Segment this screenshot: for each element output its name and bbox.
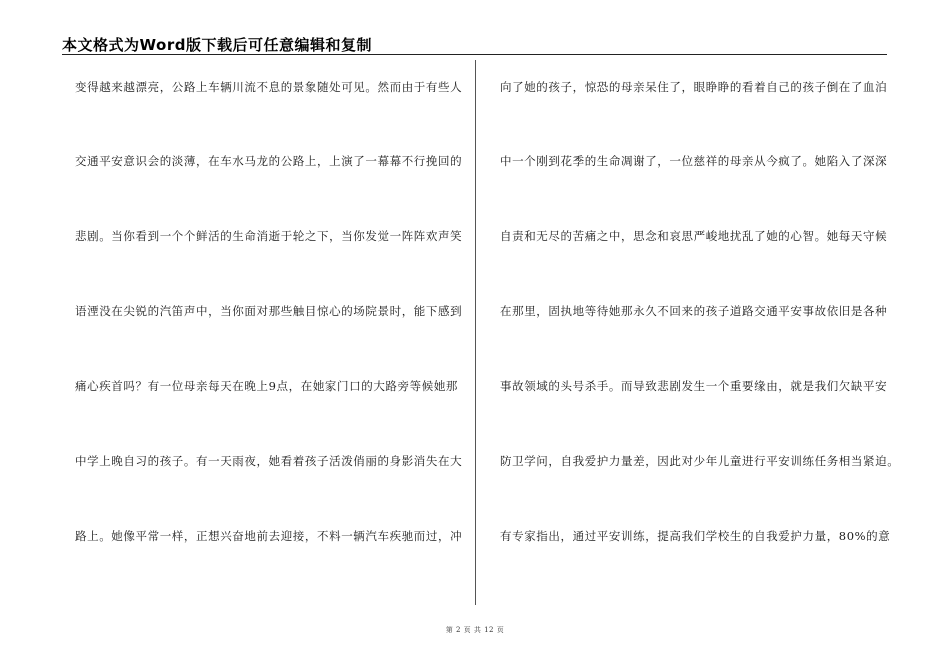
right-line-4: 在那里，固执地等待她那永久不回来的孩子道路交通平安事故依旧是各种 (500, 304, 888, 318)
left-line-5: 痛心疾首吗？有一位母亲每天在晚上9点，在她家门口的大路旁等候她那 (75, 379, 459, 393)
column-divider (475, 60, 476, 605)
page-number: 第 2 页 共 12 页 (445, 626, 505, 634)
left-line-6: 中学上晚自习的孩子。有一天雨夜，她看着孩子活泼俏丽的身影消失在大 (75, 454, 463, 468)
right-line-7: 有专家指出，通过平安训练，提高我们学校生的自我爱护力量，80%的意 (500, 529, 891, 543)
left-line-3: 悲剧。当你看到一个个鲜活的生命消逝于轮之下，当你发觉一阵阵欢声笑 (75, 229, 463, 243)
left-line-1: 变得越来越漂亮，公路上车辆川流不息的景象随处可见。然而由于有些人 (75, 80, 463, 94)
right-line-3: 自责和无尽的苦痛之中，思念和哀思严峻地扰乱了她的心智。她每天守候 (500, 229, 888, 243)
document-header-title: 本文格式为Word版下载后可任意编辑和复制 (62, 36, 372, 54)
left-line-4: 语湮没在尖锐的汽笛声中，当你面对那些触目惊心的场院景时，能下感到 (75, 304, 463, 318)
right-line-5: 事故领域的头号杀手。而导致悲剧发生一个重要缘由，就是我们欠缺平安 (500, 379, 888, 393)
right-line-6: 防卫学问，自我爱护力量差，因此对少年儿童进行平安训练任务相当紧迫。 (500, 454, 900, 468)
header-rule (62, 54, 887, 55)
left-line-2: 交通平安意识会的淡薄，在车水马龙的公路上，上演了一幕幕不行挽回的 (75, 154, 463, 168)
right-line-1: 向了她的孩子，惊恐的母亲呆住了，眼睁睁的看着自己的孩子倒在了血泊 (500, 80, 888, 94)
left-line-7: 路上。她像平常一样，正想兴奋地前去迎接，不料一辆汽车疾驰而过，冲 (75, 529, 463, 543)
right-line-2: 中一个刚到花季的生命凋谢了，一位慈祥的母亲从今疯了。她陷入了深深 (500, 154, 888, 168)
